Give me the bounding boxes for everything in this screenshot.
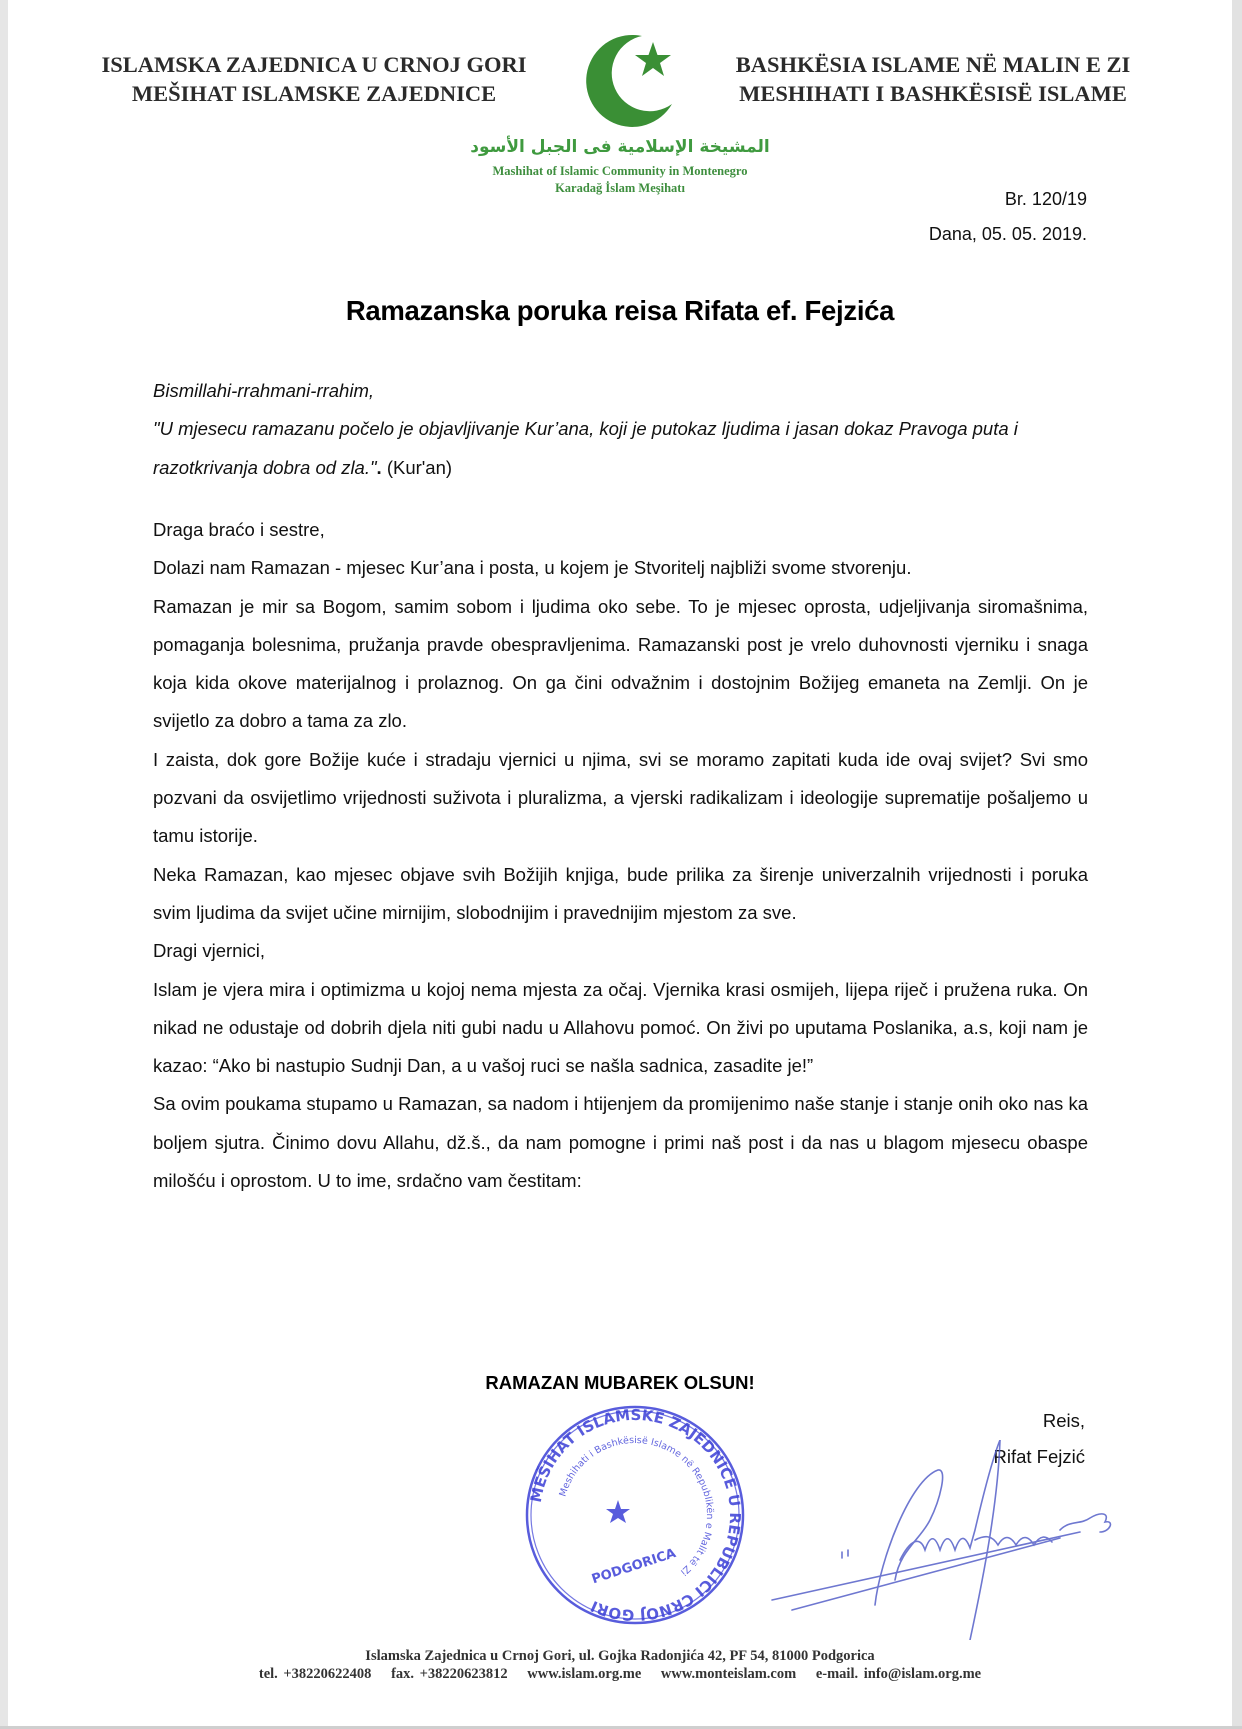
footer-website-1[interactable]: www.islam.org.me (527, 1666, 642, 1682)
quran-quote (153, 410, 1088, 487)
footer-email[interactable]: e-mail. info@islam.org.me (815, 1666, 982, 1682)
footer-website-2[interactable]: www.monteislam.com (660, 1666, 797, 1682)
signatory-title: Reis, (1042, 1410, 1085, 1431)
crescent-star-icon (580, 30, 680, 130)
letterhead-right (708, 50, 1158, 108)
footer-contacts (200, 1666, 1040, 1683)
stamp-outer-text: MEŠIHAT ISLAMSKE ZAJEDNICE U REPUBLICI CRNOJ GORI (526, 1405, 745, 1625)
stamp-city: PODGORICA (589, 1546, 678, 1588)
stamp-crescent-icon (648, 1478, 682, 1546)
letterhead-english: Mashihat of Islamic Community in Montenegro (492, 164, 748, 178)
letterhead-arabic: المشيخة الإسلامية فى الجبل الأسود (470, 137, 770, 157)
stamp-inner-text: Meshihati i Bashkësisë Islame në Republikën e Malit të Zi (557, 1434, 716, 1578)
letter-body (153, 511, 1088, 1200)
paragraph-1: Dolazi nam Ramazan - mjesec Kur’ana i posta, u kojem je Stvoritelj najbliži svome stvorenju. (153, 557, 912, 579)
letterhead-left-line2: MEŠIHAT ISLAMSKE ZAJEDNICE (131, 81, 497, 106)
paragraph-3: I zaista, dok gore Božije kuće i stradaju vjernici u njima, svi se moramo zapitati kuda ide ovaj svijet? Svi smo pozvani da osvijetlimo vrijednosti suživota i pluralizma, a vjerski radikalizam i ideologije suprematije pošaljemo u tamu istorije. (153, 748, 1088, 847)
page-edge-right (1232, 0, 1242, 1729)
reference-date: Dana, 05. 05. 2019. (928, 224, 1087, 244)
salutation-2: Dragi vjernici, (153, 940, 266, 962)
stamp-star-icon (606, 1500, 630, 1523)
footer-fax: fax. +38220623812 (391, 1666, 508, 1682)
letterhead-turkish: Karadağ İslam Meşihatı (555, 181, 685, 195)
footer-address: Islamska Zajednica u Crnoj Gori, ul. Gojka Radonjića 42, PF 54, 81000 Podgorica (365, 1648, 875, 1664)
paragraph-2: Ramazan je mir sa Bogom, samim sobom i ljudima oko sebe. To je mjesec oprosta, udjeljivanja siromašnima, pomaganja bolesnima, pružanja pravde obespravljenima. Ramazanski post je vrelo duhovnosti vjerniku i snaga koja kida okove materijalnog i prolaznog. On ga čini odvažnim i dostojnim Božijeg emaneta na Zemlji. On je svijetlo za dobro a tama za zlo. (153, 595, 1088, 732)
basmala: Bismillahi-rrahmani-rrahim, (153, 380, 375, 401)
letterhead-right-line2: MESHIHATI I BASHKËSISË ISLAME (739, 81, 1127, 106)
quote-text: "U mjesecu ramazanu počelo je objavljivanje Kur’ana, koji je putokaz ljudima i jasan dokaz Pravoga puta i razotkrivanja dobra od zla." (153, 418, 1018, 478)
quote-end: . (376, 456, 382, 478)
salutation-1: Draga braćo i sestre, (153, 519, 325, 540)
handwritten-signature (760, 1440, 1140, 1640)
letterhead-subtitles (440, 163, 800, 197)
letterhead-right-line1: BASHKËSIA ISLAME NË MALIN E ZI (735, 52, 1131, 77)
letterhead-left (64, 50, 564, 108)
greeting: RAMAZAN MUBAREK OLSUN! (485, 1372, 755, 1393)
footer-phone: tel. +38220622408 (258, 1666, 372, 1682)
paragraph-5: Islam je vjera mira i optimizma u kojoj nema mjesta za očaj. Vjernika krasi osmijeh, lijepa riječ i pružena ruka. On nikad ne odustaje od dobrih djela niti gubi nadu u Allahovu pomoć. On živi po uputama Poslanika, a.s, koji nam je kazao: “Ako bi nastupio Sudnji Dan, a u vašoj ruci se našla sadnica, zasadite je!” (153, 978, 1088, 1077)
letterhead-left-line1: ISLAMSKA ZAJEDNICA U CRNOJ GORI (101, 52, 527, 77)
official-stamp (520, 1400, 750, 1630)
signatory-name: Rifat Fejzić (993, 1446, 1085, 1467)
paragraph-6: Sa ovim poukama stupamo u Ramazan, sa nadom i htijenjem da promijenimo naše stanje i stanje onih oko nas ka boljem sjutra. Činimo dovu Allahu, dž.š., da nam pomogne i primi naš post i da nas u blagom mjesecu obaspe milošću i oprostom. U to ime, srdačno vam čestitam: (153, 1093, 1088, 1192)
intro-section (153, 372, 1088, 487)
document-title: Ramazanska poruka reisa Rifata ef. Fejzića (345, 295, 895, 326)
paragraph-4: Neka Ramazan, kao mjesec objave svih Božijih knjiga, bude prilika za širenje univerzalnih vrijednosti i poruka svim ljudima da svijet učine mirnijim, slobodnijim i pravednijim mjestom za sve. (153, 863, 1088, 923)
quote-source: (Kur'an) (381, 456, 453, 478)
reference-number: Br. 120/19 (1004, 189, 1087, 209)
